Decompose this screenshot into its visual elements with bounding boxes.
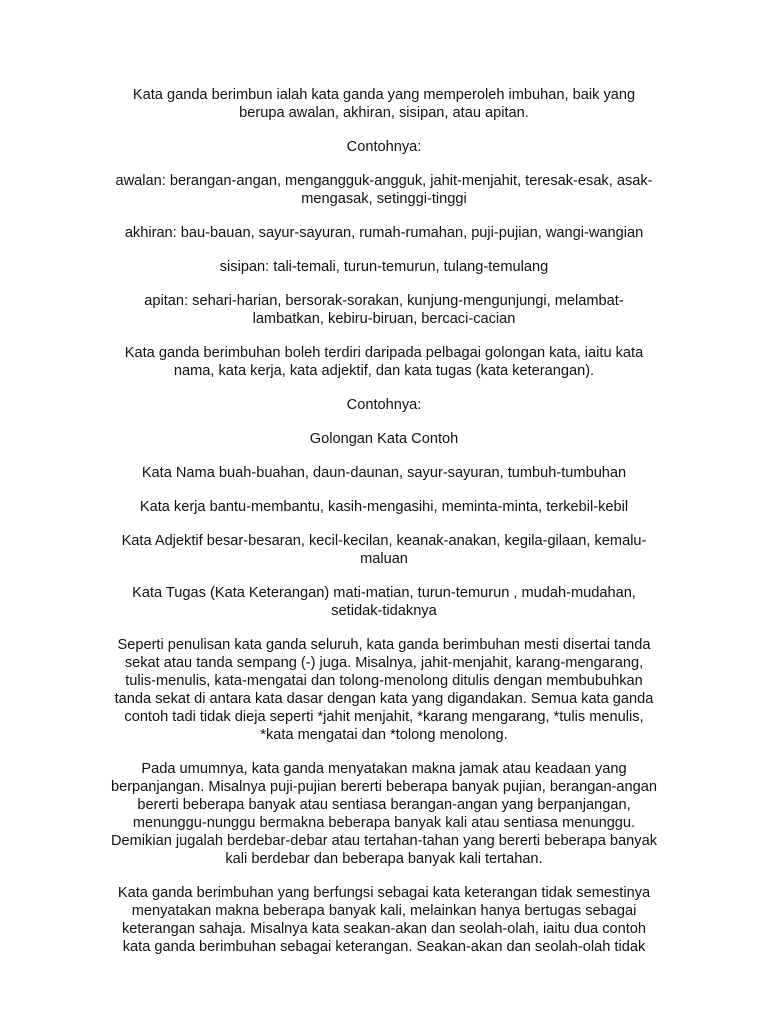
paragraph-awalan: awalan: berangan-angan, mengangguk-angguk, jahit-menjahit, teresak-esak, asak- mengasak, setinggi-tinggi	[115, 173, 653, 207]
paragraph-kata-tugas: Kata Tugas (Kata Keterangan) mati-matian, turun-temurun , mudah-mudahan, setidak-tidaknya	[132, 585, 636, 619]
paragraph-apitan: apitan: sehari-harian, bersorak-sorakan, kunjung-mengunjungi, melambat- lambatkan, kebiru-biruan, bercaci-cacian	[144, 293, 624, 327]
paragraph-example-heading: Contohnya:	[346, 139, 422, 155]
paragraph-kata-kerja: Kata kerja bantu-membantu, kasih-mengasihi, meminta-minta, terkebil-kebil	[139, 499, 629, 515]
paragraph-kata-nama: Kata Nama buah-buahan, daun-daunan, sayur-sayuran, tumbuh-tumbuhan	[141, 465, 627, 481]
paragraph-sisipan: sisipan: tali-temali, turun-temurun, tulang-temulang	[219, 259, 549, 275]
paragraph-table-header: Golongan Kata Contoh	[309, 431, 459, 447]
document-body	[94, 86, 674, 972]
paragraph-definition: Kata ganda berimbun ialah kata ganda yang memperoleh imbuhan, baik yang berupa awalan, akhiran, sisipan, atau apitan.	[132, 87, 636, 121]
paragraph-hyphen-rule: Seperti penulisan kata ganda seluruh, kata ganda berimbuhan mesti disertai tanda sekat atau tanda sempang (-) juga. Misalnya, jahit-menjahit, karang-mengarang, tulis-menulis, kata-mengatai dan tolong-menolong ditulis dengan membubuhkan tanda sekat di antara kata dasar dengan kata yang digandakan. Semua kata ganda contoh tadi tidak dieja seperti *jahit menjahit, *karang mengarang, *tulis menulis, *kata mengatai dan *tolong menolong.	[114, 637, 654, 743]
paragraph-word-classes: Kata ganda berimbuhan boleh terdiri daripada pelbagai golongan kata, iaitu kata nama, kata kerja, kata adjektif, dan kata tugas (kata keterangan).	[124, 345, 644, 379]
paragraph-example-heading-2: Contohnya:	[346, 397, 422, 413]
paragraph-akhiran: akhiran: bau-bauan, sayur-sayuran, rumah-rumahan, puji-pujian, wangi-wangian	[124, 225, 644, 241]
paragraph-kata-adjektif: Kata Adjektif besar-besaran, kecil-kecilan, keanak-anakan, kegila-gilaan, kemalu- maluan	[121, 533, 647, 567]
paragraph-adverbial: Kata ganda berimbuhan yang berfungsi sebagai kata keterangan tidak semestinya menyatakan makna beberapa banyak kali, melainkan hanya bertugas sebagai keterangan sahaja. Misalnya kata seakan-akan dan seolah-olah, iaitu dua contoh kata ganda berimbuhan sebagai keterangan. Seakan-akan dan seolah-olah tidak	[117, 885, 651, 955]
paragraph-meaning: Pada umumnya, kata ganda menyatakan makna jamak atau keadaan yang berpanjangan. Misalnya puji-pujian bererti beberapa banyak pujian, berangan-angan bererti beberapa banyak atau sentiasa berangan-angan yang berpanjangan, menunggu-nunggu bermakna beberapa banyak kali atau sentiasa menunggu. Demikian jugalah berdebar-debar atau tertahan-tahan yang bererti beberapa banyak kali berdebar dan beberapa banyak kali tertahan.	[110, 761, 658, 867]
